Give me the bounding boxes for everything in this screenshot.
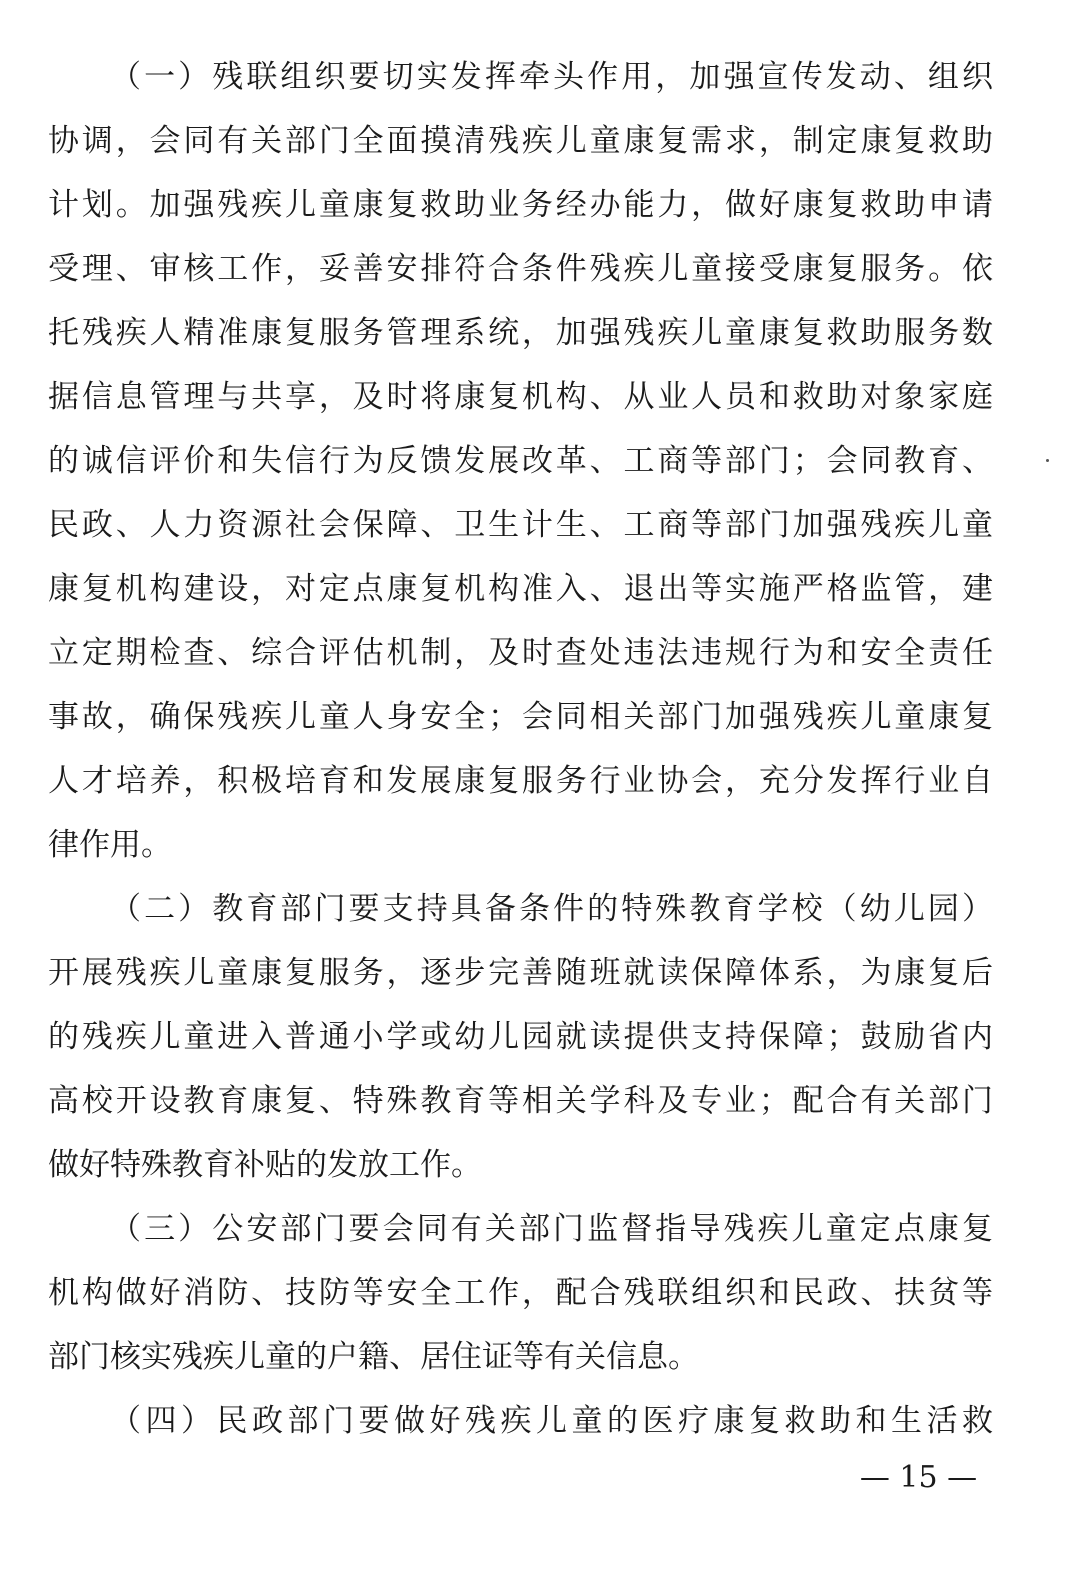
text-line: （一）残联组织要切实发挥牵头作用，加强宣传发动、组织 [110,59,993,95]
text-line: 部门核实残疾儿童的户籍、居住证等有关信息。 [48,1339,699,1375]
text-line: （三）公安部门要会同有关部门监督指导残疾儿童定点康复 [110,1211,993,1247]
scan-speck [1046,459,1049,462]
text-line: （二）教育部门要支持具备条件的特殊教育学校（幼儿园） [110,891,993,927]
text-line: 人才培养，积极培育和发展康复服务行业协会，充分发挥行业自 [48,763,993,799]
text-line: 民政、人力资源社会保障、卫生计生、工商等部门加强残疾儿童 [48,507,993,543]
text-line: 机构做好消防、技防等安全工作，配合残联组织和民政、扶贫等 [48,1275,993,1311]
page-number: — 15 — [859,1460,978,1495]
text-line: 做好特殊教育补贴的发放工作。 [48,1147,482,1183]
text-line: 高校开设教育康复、特殊教育等相关学科及专业；配合有关部门 [48,1083,993,1119]
text-line: 律作用。 [48,827,172,863]
text-line: 开展残疾儿童康复服务，逐步完善随班就读保障体系，为康复后 [48,955,993,991]
text-line: 的残疾儿童进入普通小学或幼儿园就读提供支持保障；鼓励省内 [48,1019,993,1055]
text-line: 立定期检查、综合评估机制，及时查处违法违规行为和安全责任 [48,635,993,671]
text-line: 托残疾人精准康复服务管理系统，加强残疾儿童康复救助服务数 [48,315,993,351]
text-line: 受理、审核工作，妥善安排符合条件残疾儿童接受康复服务。依 [48,251,993,287]
text-line: 的诚信评价和失信行为反馈发展改革、工商等部门；会同教育、 [48,443,993,479]
text-line: 事故，确保残疾儿童人身安全；会同相关部门加强残疾儿童康复 [48,699,993,735]
text-line: 康复机构建设，对定点康复机构准入、退出等实施严格监管，建 [48,571,993,607]
text-line: 据信息管理与共享，及时将康复机构、从业人员和救助对象家庭 [48,379,993,415]
text-line: （四）民政部门要做好残疾儿童的医疗康复救助和生活救 [110,1403,993,1439]
text-line: 计划。加强残疾儿童康复救助业务经办能力，做好康复救助申请 [48,187,993,223]
text-line: 协调，会同有关部门全面摸清残疾儿童康复需求，制定康复救助 [48,123,993,159]
